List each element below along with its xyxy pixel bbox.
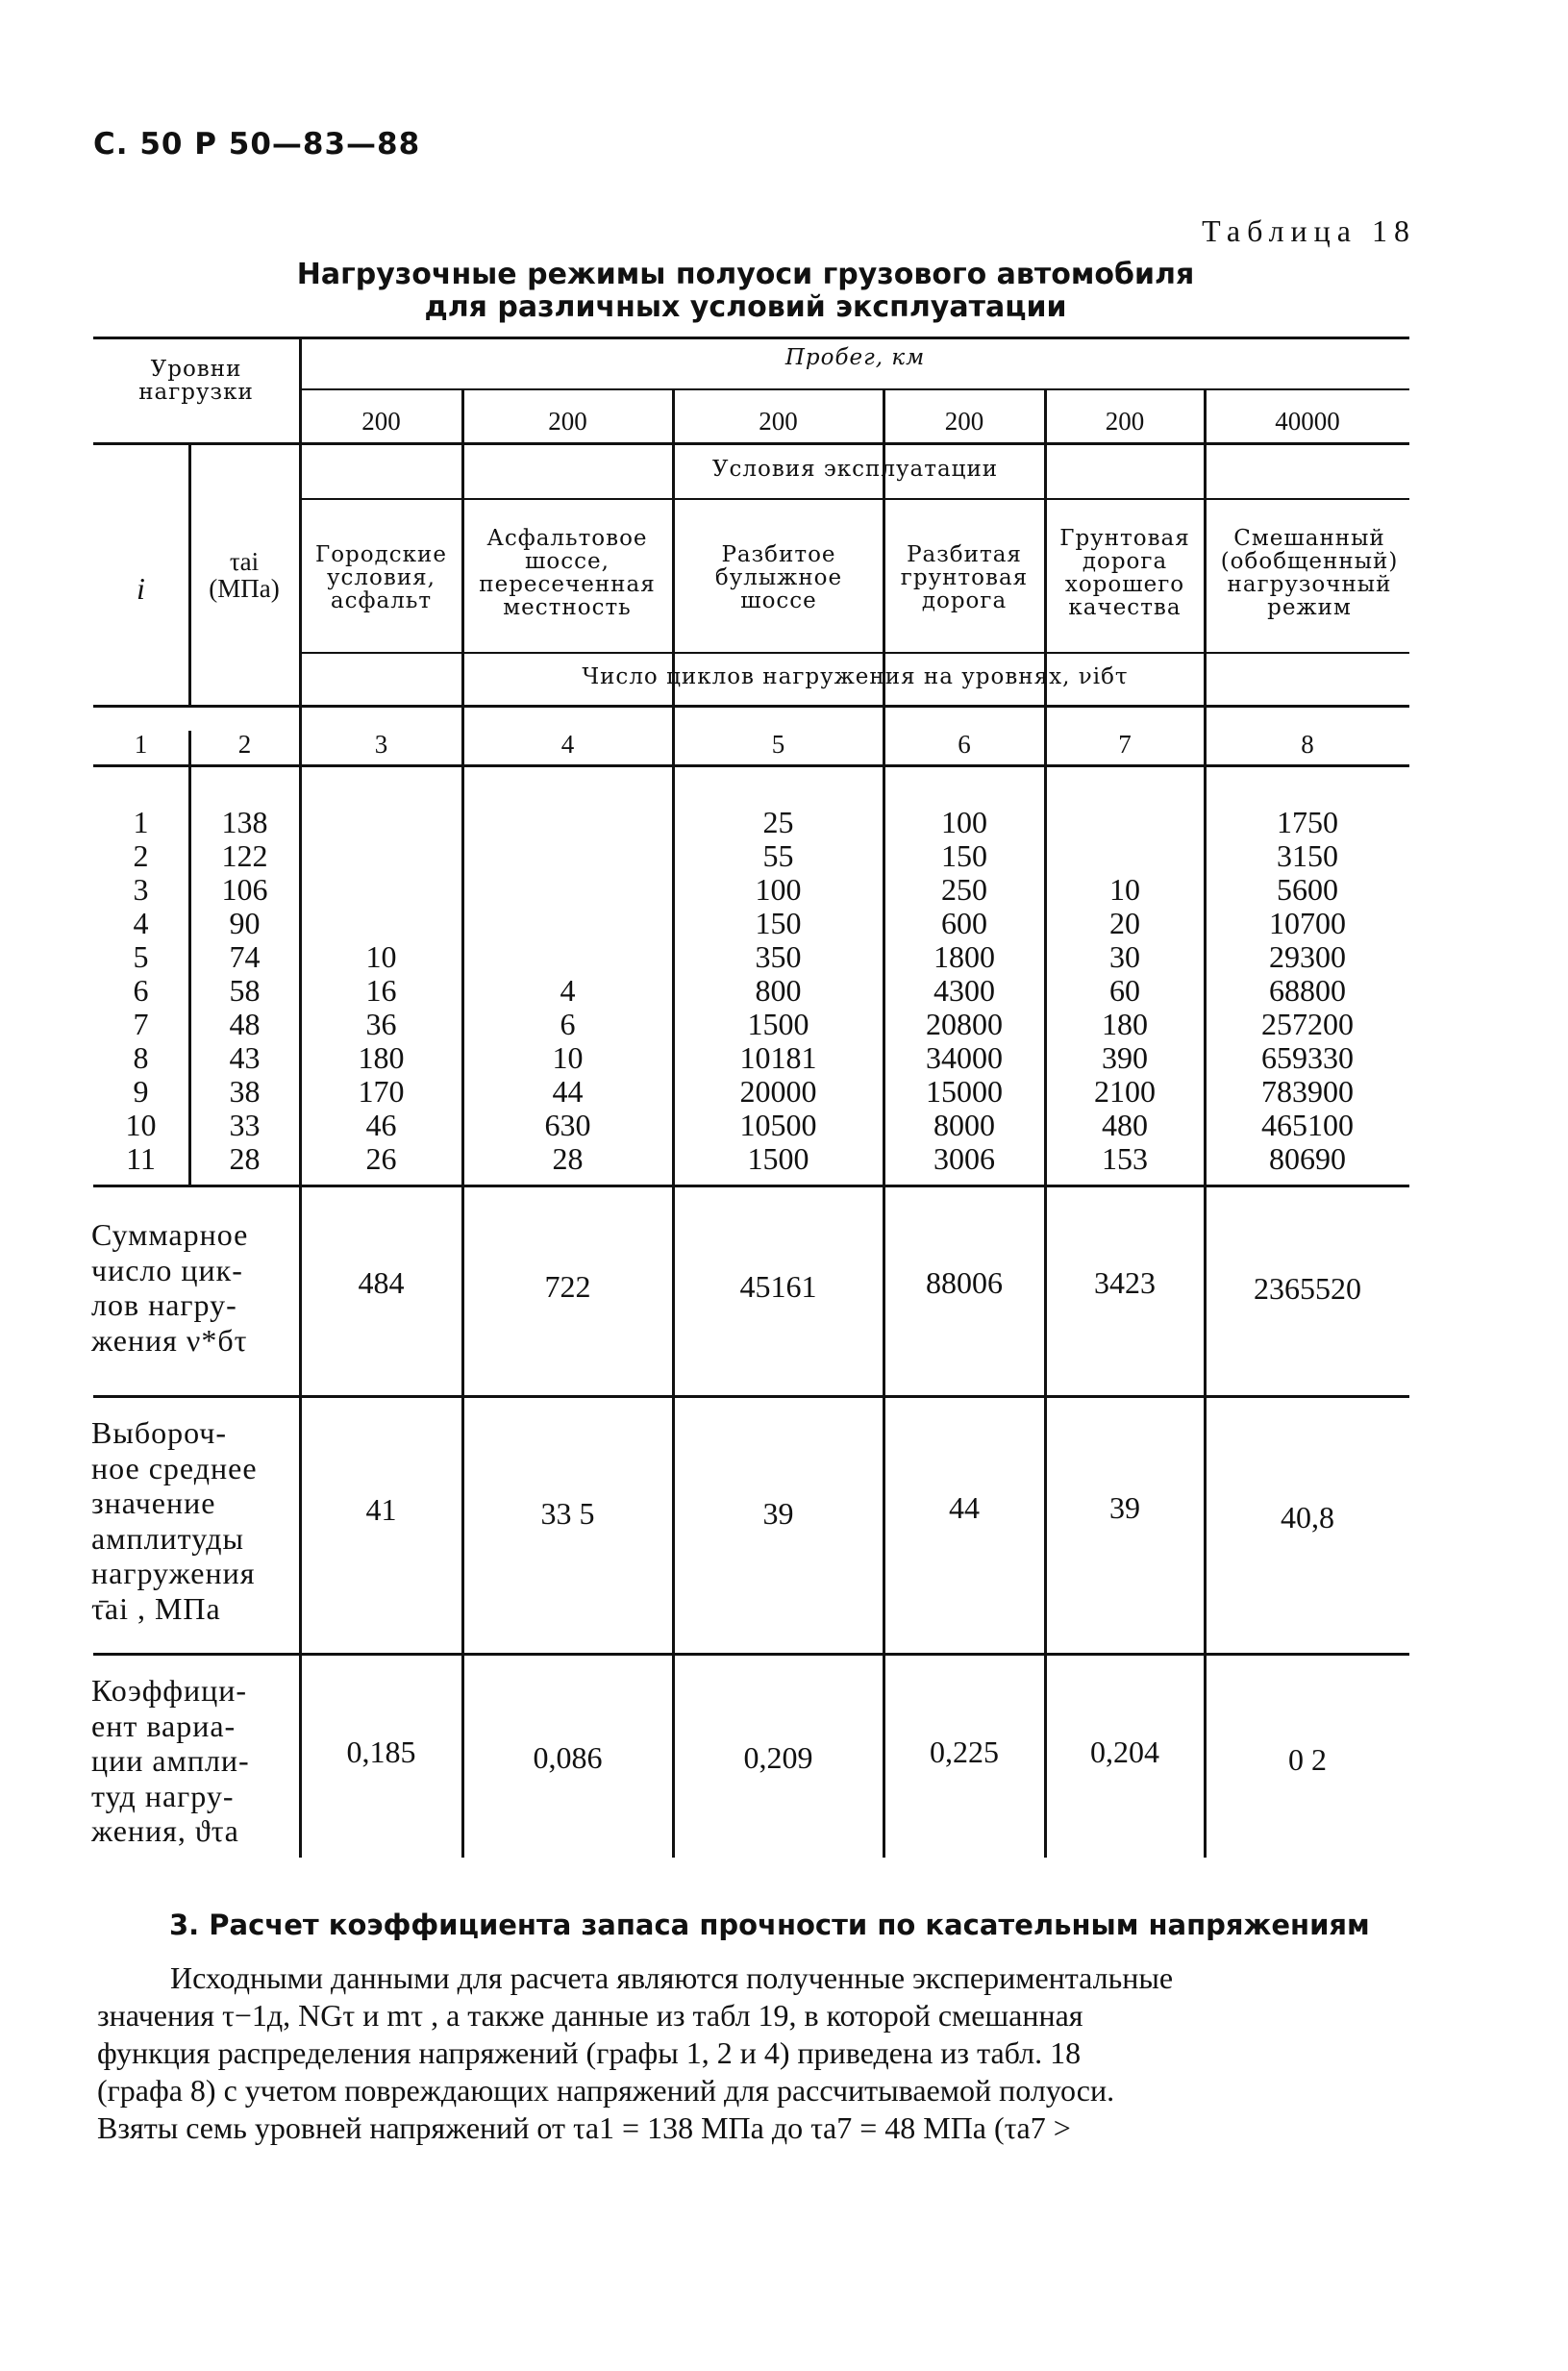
mean-amplitude-mixed: 40,8 [1281,1500,1334,1535]
rule-under-total-cycles [93,1395,1409,1398]
mileage-value-4: 200 [944,407,984,436]
variation-coefficient-mixed: 0 2 [1288,1742,1327,1777]
mileage-value-5: 200 [1105,407,1145,436]
total-cycles-broken-cobble: 45161 [739,1269,817,1304]
table-cell [1046,806,1204,839]
table-cell [463,907,672,940]
table-cell: 106 [221,872,268,907]
mileage-value-1: 200 [361,407,401,436]
col-number-4: 4 [560,730,575,759]
table-cell [463,839,672,873]
table-cell [301,873,461,907]
table-cell: 10 [125,1108,157,1142]
rule-under-condition-names [301,652,1409,654]
table-cell: 20 [1109,906,1140,940]
table-cell: 350 [755,939,802,974]
table-cell: 100 [755,872,802,907]
table-cell: 30 [1109,939,1140,974]
rule-under-mean-amplitude [93,1653,1409,1656]
table-cell: 60 [1109,973,1140,1008]
table-cell: 3150 [1277,838,1338,873]
table-cell [301,907,461,940]
mean-amplitude-broken-dirt: 44 [949,1490,980,1525]
table-cell: 465100 [1261,1108,1354,1142]
table-cell: 250 [941,872,987,907]
rule-under-conditions [301,498,1409,500]
table-cell: 783900 [1261,1074,1354,1109]
table-cell: 138 [221,805,268,839]
table-cell: 10 [365,939,397,974]
table-cell: 90 [229,906,261,940]
col-number-1: 1 [134,730,148,759]
table-cell: 10 [1109,872,1140,907]
tau-values-column [190,806,299,1176]
mean-amplitude-good-dirt: 39 [1109,1490,1140,1525]
rule-under-mileage-values [93,442,1409,445]
table-cell: 16 [365,973,397,1008]
table-cell: 28 [229,1141,261,1176]
table-cell [463,873,672,907]
mean-amplitude-label: Выбороч- ное среднее значение амплитуды нагружения τ̄ai , МПа [91,1415,258,1626]
section-title: 3. Расчет коэффициента запаса прочности по касательным напряжениям [169,1909,1370,1941]
total-cycles-city: 484 [358,1265,405,1300]
condition-mixed: Смешанный (обобщенный) нагрузочный режим [1220,526,1399,621]
cycles-broken-dirt-column [884,806,1044,1176]
table-title-line-1: Нагрузочные режимы полуоси грузового автомобиля [296,258,1195,291]
table-cell: 3006 [933,1141,995,1176]
table-cell: 1800 [933,939,995,974]
condition-city: Городские условия, асфальт [314,542,447,614]
table-title-line-2: для различных условий эксплуатации [424,290,1067,324]
variation-coefficient-label: Коэффици- ент вариа- ции ампли- туд нагру- жения, ϑτa [91,1673,250,1848]
table-cell: 43 [229,1040,261,1075]
total-cycles-mixed: 2365520 [1254,1271,1361,1306]
table-cell: 100 [941,805,987,839]
table-cell: 390 [1102,1040,1148,1075]
variation-coefficient-city: 0,185 [346,1735,416,1769]
table-cell: 80690 [1269,1141,1346,1176]
cycles-city-column [301,806,461,1176]
col-number-7: 7 [1118,730,1132,759]
condition-broken-cobble: Разбитое булыжное шоссе [714,542,843,614]
table-cell: 1500 [747,1007,809,1041]
total-cycles-broken-dirt: 88006 [926,1265,1003,1300]
table-cell: 1 [133,805,149,839]
tau-header: τai (МПа) [209,547,280,604]
condition-broken-dirt: Разбитая грунтовая дорога [900,542,1029,614]
table-cell: 6 [560,1007,576,1041]
cycles-header: Число циклов нагружения на уровнях, νiбτ [582,664,1129,689]
table-cell: 153 [1102,1141,1148,1176]
mileage-header: Пробег, км [784,345,926,370]
cycles-mixed-column [1206,806,1409,1176]
col-number-3: 3 [374,730,388,759]
paragraph-line: функция распределения напряжений (графы 1, 2 и 4) приведена из табл. 18 [97,2035,1082,2070]
i-header: i [137,571,145,606]
variation-coefficient-broken-dirt: 0,225 [930,1735,999,1769]
mileage-value-2: 200 [548,407,587,436]
paragraph-line: (графа 8) с учетом повреждающих напряжений для рассчитываемой полуоси. [97,2073,1115,2108]
table-cell: 122 [221,838,268,873]
variation-coefficient-broken-cobble: 0,209 [743,1740,813,1775]
paragraph-line: значения τ−1д, NGτ и mτ , а также данные из табл 19, в которой смешанная [97,1998,1083,2033]
table-cell [463,940,672,974]
rule-top [93,337,1409,339]
table-cell: 180 [1102,1007,1148,1041]
table-cell: 25 [762,805,794,839]
table-cell: 29300 [1269,939,1346,974]
table-cell: 659330 [1261,1040,1354,1075]
table-cell: 38 [229,1074,261,1109]
cycles-broken-cobble-column [674,806,883,1176]
conditions-header: Условия эксплуатации [711,457,999,482]
table-cell: 4 [133,906,149,940]
table-cell [463,806,672,839]
table-cell: 28 [552,1141,584,1176]
table-cell: 3 [133,872,149,907]
table-cell: 48 [229,1007,261,1041]
table-cell: 4 [560,973,576,1008]
col-number-2: 2 [237,730,252,759]
table-cell: 10500 [739,1108,817,1142]
total-cycles-label: Суммарное число цик- лов нагру- жения ν*бτ [91,1217,249,1358]
total-cycles-asphalt-rough: 722 [544,1269,591,1304]
cycles-good-dirt-column [1046,806,1204,1176]
rule-under-levels [93,1185,1409,1187]
table-cell: 33 [229,1108,261,1142]
rule-above-col-numbers [93,705,1409,708]
levels-header: Уровни нагрузки [138,357,254,406]
table-cell: 68800 [1269,973,1346,1008]
table-cell: 10181 [739,1040,817,1075]
col-number-6: 6 [958,730,971,759]
condition-good-dirt: Грунтовая дорога хорошего качества [1059,526,1190,621]
table-cell: 58 [229,973,261,1008]
table-number-label: Таблица 18 [1202,213,1416,248]
table-cell [1046,839,1204,873]
table-cell: 257200 [1261,1007,1354,1041]
table-cell: 10700 [1269,906,1346,940]
paragraph-line: Взяты семь уровней напряжений от τa1 = 138 МПа до τa7 = 48 МПа (τa7 > [97,2110,1071,2145]
total-cycles-good-dirt: 3423 [1094,1265,1156,1300]
table-cell: 11 [126,1141,156,1176]
vrule-1 [188,442,191,707]
col-number-8: 8 [1301,730,1314,759]
cycles-asphalt-rough-column [463,806,672,1176]
table-cell: 20800 [926,1007,1003,1041]
table-cell: 1750 [1277,805,1338,839]
table-cell: 8000 [933,1108,995,1142]
table-cell: 5 [133,939,149,974]
mean-amplitude-asphalt-rough: 33 5 [540,1496,595,1531]
table-cell: 1500 [747,1141,809,1176]
table-cell: 7 [133,1007,149,1041]
variation-coefficient-good-dirt: 0,204 [1090,1735,1159,1769]
table-cell: 36 [365,1007,397,1041]
levels-i-column [93,806,188,1176]
variation-coefficient-asphalt-rough: 0,086 [533,1740,603,1775]
mean-amplitude-broken-cobble: 39 [762,1496,794,1531]
table-cell: 20000 [739,1074,817,1109]
table-cell: 630 [544,1108,591,1142]
mean-amplitude-city: 41 [365,1492,397,1527]
table-cell [301,839,461,873]
rule-under-mileage [301,388,1409,390]
table-cell: 74 [229,939,261,974]
table-cell: 2100 [1094,1074,1156,1109]
table-cell: 2 [133,838,149,873]
table-cell: 480 [1102,1108,1148,1142]
table-cell: 4300 [933,973,995,1008]
table-cell [301,806,461,839]
paragraph-line: Исходными данными для расчета являются полученные экспериментальные [170,1960,1174,1995]
page-header-reference: С. 50 Р 50—83—88 [93,127,421,162]
condition-asphalt-rough: Асфальтовое шоссе, пересеченная местность [479,526,656,621]
table-cell: 8 [133,1040,149,1075]
section-paragraph [97,1959,1416,2147]
table-cell: 600 [941,906,987,940]
table-cell: 5600 [1277,872,1338,907]
table-cell: 55 [762,838,794,873]
table-cell: 46 [365,1108,397,1142]
table-cell: 10 [552,1040,584,1075]
table-cell: 34000 [926,1040,1003,1075]
table-cell: 9 [133,1074,149,1109]
mileage-value-6: 40000 [1275,407,1340,436]
table-cell: 44 [552,1074,584,1109]
table-cell: 170 [358,1074,405,1109]
table-cell: 150 [941,838,987,873]
table-cell: 150 [755,906,802,940]
table-cell: 6 [133,973,149,1008]
table-cell: 15000 [926,1074,1003,1109]
table-cell: 800 [755,973,802,1008]
col-number-5: 5 [771,730,785,759]
table-cell: 26 [365,1141,397,1176]
table-cell: 180 [358,1040,405,1075]
mileage-value-3: 200 [759,407,798,436]
rule-under-col-numbers [93,764,1409,767]
